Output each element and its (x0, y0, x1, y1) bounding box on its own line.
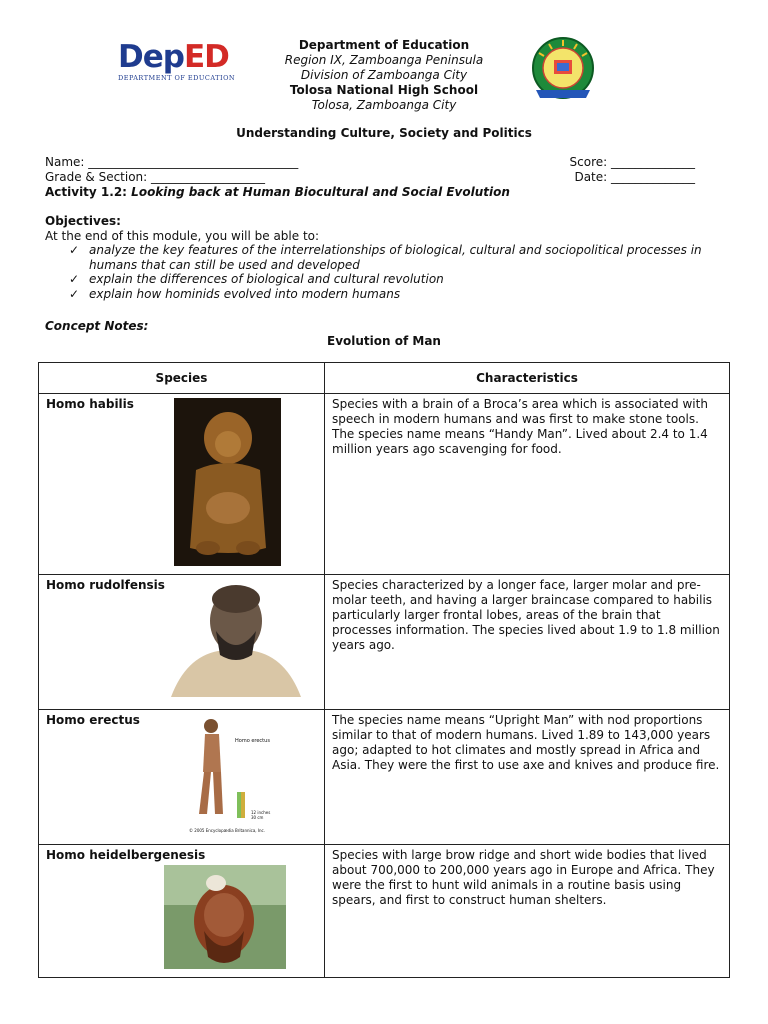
objective-item: ✓ analyze the key features of the interrelationships of biological, cultural and sociopolitical processes in humans that can still be used and developed (69, 243, 702, 272)
activity-label: Activity 1.2: (45, 185, 127, 199)
name-field[interactable]: Name: ___________________________________ (45, 155, 299, 169)
letterhead (234, 38, 534, 113)
concept-notes-heading: Concept Notes: (45, 319, 149, 333)
deped-logo: DepED DEPARTMENT OF EDUCATION (118, 42, 258, 94)
school-location: Tolosa, Zamboanga City (311, 98, 457, 112)
grade-section-field[interactable]: Grade & Section: ___________________ (45, 170, 266, 184)
table-title: Evolution of Man (327, 334, 441, 348)
characteristics-cell: Species characterized by a longer face, larger molar and pre-molar teeth, and having a larger braincase compared to habilis particularly larger frontal lobes, areas of the brain that processes information. The species lived about 1.9 to 1.8 million years ago. (325, 575, 730, 710)
deped-logo-subtitle: DEPARTMENT OF EDUCATION (118, 74, 236, 82)
objective-item: ✓ explain how hominids evolved into modern humans (69, 286, 401, 301)
division-name: Division of Zamboanga City (300, 68, 468, 82)
characteristics-cell: The species name means “Upright Man” with nod proportions similar to that of modern humans. Lived 1.89 to 143,000 years ago; adapted to hot climates and mostly spread in Africa and Asia. They were the first to use axe and knives and produce fire. (325, 710, 730, 845)
activity-title: Looking back at Human Biocultural and Social Evolution (131, 185, 510, 199)
homo-rudolfensis-image (166, 579, 306, 701)
species-name: Homo heidelbergenesis (46, 848, 206, 862)
species-name: Homo rudolfensis (46, 578, 165, 592)
checkmark-icon: ✓ (69, 272, 80, 286)
characteristics-column-header: Characteristics (325, 363, 730, 394)
subject-title: Understanding Culture, Society and Politics (236, 126, 532, 140)
objective-item: ✓ explain the differences of biological and cultural revolution (69, 272, 444, 286)
species-name: Homo erectus (46, 713, 140, 727)
table-row (39, 845, 730, 978)
species-name: Homo habilis (46, 397, 134, 411)
table-row (39, 710, 730, 845)
characteristics-cell: Species with large brow ridge and short wide bodies that lived about 700,000 to 200,000 years ago in Europe and Africa. They were the first to hunt wild animals in a routine basis using spears, and first to construct human shelters. (325, 845, 730, 978)
objectives-section (45, 214, 725, 301)
school-name: Tolosa National High School (289, 83, 479, 97)
objectives-intro: At the end of this module, you will be able to: (45, 228, 320, 243)
characteristics-cell: Species with a brain of a Broca’s area which is associated with speech in modern humans and was first to make stone tools. The species name means “Handy Man”. Lived about 2.4 to 1.4 million years ago scavenging for food. (325, 394, 730, 575)
student-info (45, 155, 695, 200)
region-name: Region IX, Zamboanga Peninsula (284, 53, 484, 67)
activity-heading (45, 185, 695, 200)
homo-heidelbergensis-image (164, 865, 286, 969)
homo-habilis-image (174, 398, 281, 566)
checkmark-icon: ✓ (69, 243, 80, 257)
score-field[interactable]: Score: ______________ (569, 155, 695, 169)
table-row (39, 394, 730, 575)
evolution-table (38, 362, 730, 978)
department-name: Department of Education (298, 38, 470, 52)
objectives-heading: Objectives: (45, 214, 121, 228)
date-field[interactable]: Date: ______________ (574, 170, 695, 184)
objectives-list (45, 243, 725, 301)
table-row (39, 575, 730, 710)
checkmark-icon: ✓ (69, 286, 80, 301)
erectus-image-copyright: © 2005 Encyclopædia Britannica, Inc. (189, 828, 266, 833)
species-column-header: Species (39, 363, 325, 394)
erectus-scale-label: 12 inches 30 cm (251, 810, 271, 820)
school-seal-logo (524, 36, 602, 104)
erectus-image-label: Homo erectus (235, 738, 270, 744)
